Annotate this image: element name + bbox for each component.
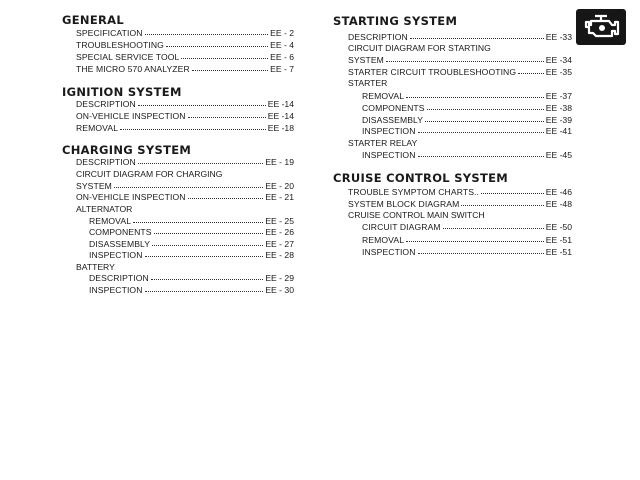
- section-heading-cruise: CRUISE CONTROL SYSTEM: [333, 171, 509, 185]
- toc-entry[interactable]: INSPECTION EE - 28: [89, 250, 294, 260]
- toc-entry[interactable]: STARTER CIRCUIT TROUBLESHOOTING EE -35: [348, 67, 572, 77]
- toc-entry[interactable]: DESCRIPTION EE -33: [348, 32, 572, 42]
- toc-entry[interactable]: REMOVAL EE -37: [362, 91, 572, 101]
- section-heading-ignition: IGNITION SYSTEM: [62, 85, 182, 99]
- toc-entry[interactable]: TROUBLESHOOTING EE - 4: [76, 40, 294, 50]
- toc-entry[interactable]: DESCRIPTION EE - 19: [76, 157, 294, 167]
- toc-entry[interactable]: REMOVAL EE -18: [76, 123, 294, 133]
- toc-entry[interactable]: ON-VEHICLE INSPECTION EE -14: [76, 111, 294, 121]
- toc-subgroup-alternator[interactable]: ALTERNATOR: [76, 204, 133, 214]
- toc-entry[interactable]: ON-VEHICLE INSPECTION EE - 21: [76, 192, 294, 202]
- toc-entry[interactable]: DISASSEMBLY EE - 27: [89, 239, 294, 249]
- toc-subgroup-battery[interactable]: BATTERY: [76, 262, 115, 272]
- toc-entry[interactable]: INSPECTION EE -51: [362, 247, 572, 257]
- section-heading-starting: STARTING SYSTEM: [333, 14, 458, 28]
- toc-entry[interactable]: THE MICRO 570 ANALYZER EE - 7: [76, 64, 294, 74]
- toc-entry[interactable]: REMOVAL EE - 25: [89, 216, 294, 226]
- toc-entry[interactable]: SYSTEM EE -34: [348, 55, 572, 65]
- toc-entry[interactable]: DISASSEMBLY EE -39: [362, 115, 572, 125]
- toc-entry[interactable]: CIRCUIT DIAGRAM EE -50: [362, 222, 572, 232]
- section-heading-general: GENERAL: [62, 13, 124, 27]
- toc-entry[interactable]: INSPECTION EE - 30: [89, 285, 294, 295]
- toc-subgroup-main-switch[interactable]: CRUISE CONTROL MAIN SWITCH: [348, 210, 485, 220]
- toc-entry[interactable]: INSPECTION EE -41: [362, 126, 572, 136]
- toc-entry-title[interactable]: CIRCUIT DIAGRAM FOR CHARGING: [76, 169, 223, 179]
- toc-entry[interactable]: COMPONENTS EE - 26: [89, 227, 294, 237]
- toc-entry[interactable]: SYSTEM EE - 20: [76, 181, 294, 191]
- toc-entry[interactable]: REMOVAL EE -51: [362, 235, 572, 245]
- toc-entry[interactable]: DESCRIPTION EE - 29: [89, 273, 294, 283]
- toc-subgroup-starter-relay[interactable]: STARTER RELAY: [348, 138, 418, 148]
- toc-subgroup-starter[interactable]: STARTER: [348, 78, 388, 88]
- section-heading-charging: CHARGING SYSTEM: [62, 143, 192, 157]
- toc-entry[interactable]: TROUBLE SYMPTOM CHARTS.. EE -46: [348, 187, 572, 197]
- toc-entry[interactable]: COMPONENTS EE -38: [362, 103, 572, 113]
- toc-entry[interactable]: SPECIAL SERVICE TOOL EE - 6: [76, 52, 294, 62]
- toc-entry-title[interactable]: CIRCUIT DIAGRAM FOR STARTING: [348, 43, 491, 53]
- engine-icon: [576, 9, 626, 45]
- toc-entry[interactable]: DESCRIPTION EE -14: [76, 99, 294, 109]
- toc-entry[interactable]: SPECIFICATION EE - 2: [76, 28, 294, 38]
- engine-badge: [576, 9, 626, 45]
- toc-entry[interactable]: INSPECTION EE -45: [362, 150, 572, 160]
- toc-entry[interactable]: SYSTEM BLOCK DIAGRAM EE -48: [348, 199, 572, 209]
